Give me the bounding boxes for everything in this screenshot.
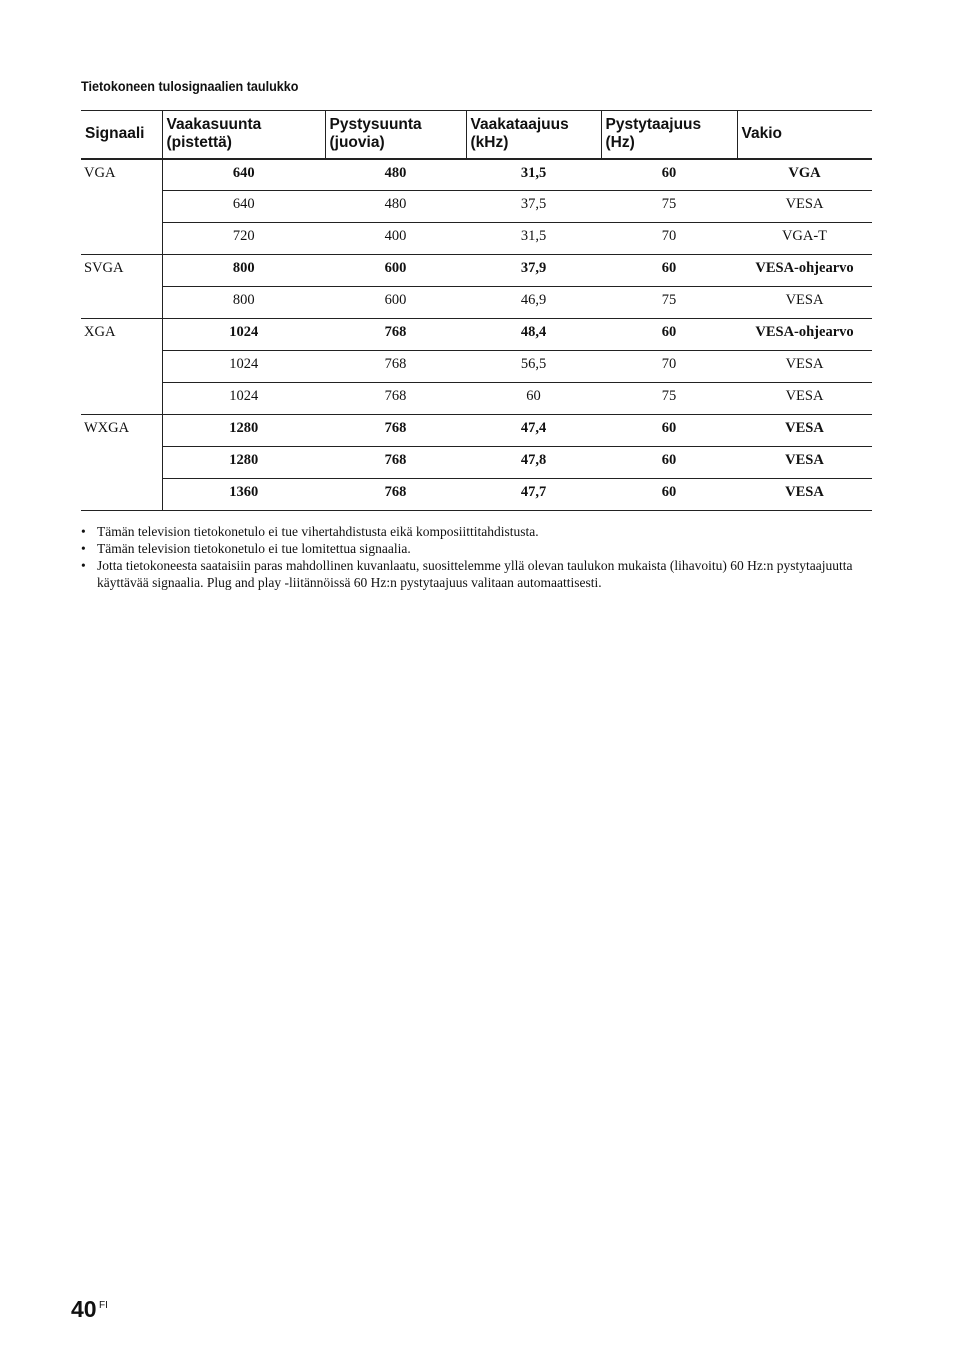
cell-standard: VESA [737,415,872,447]
cell-vertical-frequency: 75 [601,287,737,319]
cell-horizontal-frequency: 47,7 [466,479,601,511]
cell-signal [81,191,162,223]
cell-vertical-frequency: 70 [601,223,737,255]
cell-horizontal-frequency: 31,5 [466,223,601,255]
cell-vertical-frequency: 60 [601,319,737,351]
cell-standard: VESA-ohjearvo [737,255,872,287]
table-row [81,287,872,319]
cell-horizontal-dots: 1280 [162,447,325,479]
table-row [81,191,872,223]
note-item: • Tämän television tietokonetulo ei tue vihertahdistusta eikä komposiittitahdistusta. [81,524,539,539]
cell-horizontal-frequency: 56,5 [466,351,601,383]
cell-signal [81,447,162,479]
table-row [81,319,872,351]
cell-horizontal-frequency: 47,8 [466,447,601,479]
cell-standard: VESA [737,447,872,479]
cell-signal: VGA [81,159,162,191]
signal-table [81,110,872,511]
cell-standard: VGA [737,159,872,191]
header-pystytaajuus: Pystytaajuus (Hz) [601,111,737,159]
cell-signal [81,351,162,383]
cell-horizontal-dots: 1024 [162,351,325,383]
cell-vertical-lines: 768 [325,415,466,447]
cell-vertical-lines: 768 [325,447,466,479]
table-row [81,223,872,255]
cell-horizontal-dots: 800 [162,255,325,287]
cell-horizontal-frequency: 37,5 [466,191,601,223]
cell-horizontal-frequency: 47,4 [466,415,601,447]
cell-standard: VESA [737,351,872,383]
cell-horizontal-dots: 800 [162,287,325,319]
cell-vertical-frequency: 60 [601,479,737,511]
cell-standard: VESA [737,191,872,223]
cell-signal [81,287,162,319]
cell-vertical-frequency: 75 [601,191,737,223]
cell-signal: SVGA [81,255,162,287]
header-vakio: Vakio [737,111,872,159]
table-row [81,159,872,191]
table-row [81,415,872,447]
cell-vertical-lines: 600 [325,287,466,319]
header-vaakasuunta: Vaakasuunta (pistettä) [162,111,325,159]
cell-standard: VESA [737,383,872,415]
cell-horizontal-frequency: 46,9 [466,287,601,319]
bullet: • [81,524,86,539]
table-row [81,351,872,383]
cell-horizontal-dots: 1024 [162,319,325,351]
cell-vertical-frequency: 75 [601,383,737,415]
cell-vertical-frequency: 60 [601,415,737,447]
cell-signal [81,223,162,255]
cell-horizontal-dots: 1280 [162,415,325,447]
table-heading: Tietokoneen tulosignaalien taulukko [81,78,299,94]
cell-horizontal-dots: 640 [162,191,325,223]
cell-horizontal-dots: 720 [162,223,325,255]
cell-vertical-frequency: 60 [601,255,737,287]
table-row [81,479,872,511]
cell-vertical-frequency: 60 [601,447,737,479]
cell-standard: VGA-T [737,223,872,255]
page-language: FI [99,1300,108,1311]
page-number: 40 [71,1296,97,1322]
cell-signal: XGA [81,319,162,351]
cell-vertical-frequency: 60 [601,159,737,191]
cell-horizontal-dots: 1360 [162,479,325,511]
table-header-row [81,111,872,159]
cell-vertical-lines: 480 [325,159,466,191]
bullet: • [81,558,86,573]
cell-horizontal-frequency: 31,5 [466,159,601,191]
notes-list [81,523,881,591]
header-pystysuunta: Pystysuunta (juovia) [325,111,466,159]
cell-standard: VESA [737,287,872,319]
cell-signal: WXGA [81,415,162,447]
cell-horizontal-frequency: 37,9 [466,255,601,287]
note-item: • Jotta tietokoneesta saataisiin paras mahdollinen kuvanlaatu, suosittelemme yllä olevan taulukon mukaista (lihavoitu) 60 Hz:n pystytaajuutta käyttävää signaalia. Plug and play -liitännöissä 60 Hz:n pystytaajuus valitaan automaattisesti. [81,558,853,590]
cell-vertical-lines: 768 [325,383,466,415]
table-row [81,255,872,287]
cell-vertical-lines: 480 [325,191,466,223]
cell-horizontal-dots: 640 [162,159,325,191]
cell-vertical-lines: 768 [325,479,466,511]
bullet: • [81,541,86,556]
cell-horizontal-dots: 1024 [162,383,325,415]
cell-vertical-lines: 400 [325,223,466,255]
cell-horizontal-frequency: 60 [466,383,601,415]
cell-vertical-lines: 600 [325,255,466,287]
note-item: • Tämän television tietokonetulo ei tue lomitettua signaalia. [81,541,411,556]
table-row [81,383,872,415]
cell-horizontal-frequency: 48,4 [466,319,601,351]
cell-vertical-lines: 768 [325,351,466,383]
header-vaakataajuus: Vaakataajuus (kHz) [466,111,601,159]
cell-signal [81,383,162,415]
cell-standard: VESA-ohjearvo [737,319,872,351]
cell-signal [81,479,162,511]
cell-vertical-frequency: 70 [601,351,737,383]
cell-vertical-lines: 768 [325,319,466,351]
table-row [81,447,872,479]
cell-standard: VESA [737,479,872,511]
header-signaali: Signaali [81,111,162,159]
